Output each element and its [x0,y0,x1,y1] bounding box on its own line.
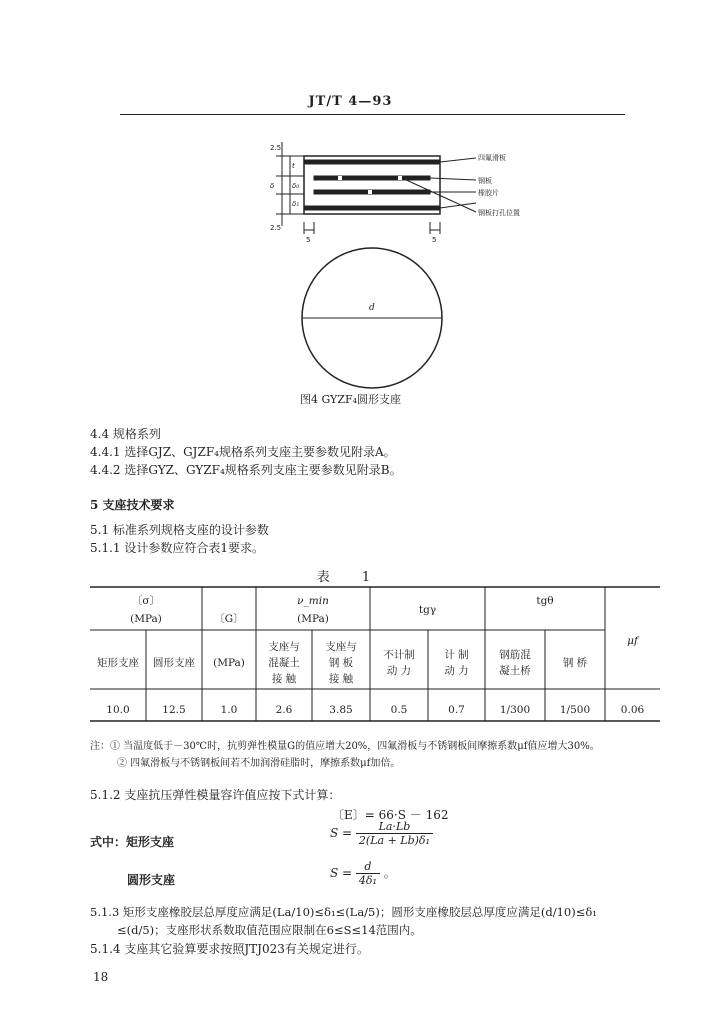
formula-rect-den: 2(La + Lb)δ₁ [358,834,430,847]
formula-round-lhs: S = [330,866,353,880]
th-nocalc-2: 动 力 [386,665,412,677]
label-delta: δ [270,182,275,190]
th-vmin: ν_min [297,595,329,607]
standard-code: JT/T 4—93 [308,94,393,109]
section-4-4: 4.4 规格系列 [90,427,161,441]
th-tg-theta: tgθ [536,595,554,607]
section-5-1-3a: 5.1.3 矩形支座橡胶层总厚度应满足(La/10)≤δ₁≤(La/5)；圆形支座橡胶层总厚度应满足(d/10)≤δ₁ [90,905,597,919]
th-round: 圆形支座 [153,657,195,669]
label-dim-bottom: 2.5 [270,224,282,232]
section-5-1-3b: ≤(d/5)；支座形状系数取值范围应限制在6≤S≤14范围内。 [117,923,422,937]
formula-round-period: 。 [383,866,396,880]
table-note-1: 注：① 当温度低于－30℃时，抗剪弹性模量G的值应增大20%，四氟滑板与不锈钢板间摩擦系数μf值应增大30%。 [90,741,600,752]
formula-round-frac [356,860,380,887]
label-dim5-right: 5 [432,236,437,244]
label-diameter: d [369,303,375,313]
label-t: t [292,162,295,170]
th-tg-gamma: tgγ [418,604,437,616]
section-5-1-2: 5.1.2 支座抗压弹性模量容许值应按下式计算： [90,788,341,802]
th-concrete-1: 支座与 [268,641,300,653]
where-round: 圆形支座 [127,873,176,887]
th-rc-1: 钢筋混 [499,649,531,661]
page-number: 18 [93,970,109,984]
table-title: 表 1 [316,570,385,585]
th-concrete-2: 混凝土 [268,657,300,669]
th-mpa-3: (MPa) [213,657,245,669]
th-steel-2: 钢 板 [328,657,354,669]
header-rule [120,114,625,115]
table-cell: 3.85 [329,704,353,716]
table-cell: 1/300 [499,704,531,716]
label-rubber: 橡胶片 [478,189,499,197]
th-rect: 矩形支座 [97,657,139,669]
formula-round-den: 4δ₁ [358,874,377,887]
where-rect: 式中：矩形支座 [90,835,175,849]
label-hole: 钢板打孔位置 [478,209,520,217]
table-cell: 12.5 [162,704,186,716]
section-5: 5 支座技术要求 [90,498,175,512]
label-dim-top: 2.5 [270,144,282,152]
section-5-1-1: 5.1.1 设计参数应符合表1要求。 [90,541,264,555]
th-nocalc-1: 不计制 [383,649,415,661]
section-5-1: 5.1 标准系列规格支座的设计参数 [90,523,269,537]
section-5-1-4: 5.1.4 支座其它验算要求按照JTJ023有关规定进行。 [90,942,369,956]
table-note-2: ② 四氟滑板与不锈钢板间若不加润滑硅脂时，摩擦系数μf加倍。 [117,758,401,769]
th-sigma: 〔σ〕 [131,595,161,607]
th-concrete-3: 接 触 [271,673,297,685]
table-cell: 0.5 [390,704,408,716]
th-calc-2: 动 力 [444,665,469,677]
table-cell: 0.7 [448,704,465,716]
section-4-4-2: 4.4.2 选择GYZ、GYZF₄规格系列支座主要参数见附录B。 [90,463,402,477]
label-plate: 四氟滑板 [478,154,506,162]
table-cell: 2.6 [275,704,293,716]
th-steel-1: 支座与 [325,641,357,653]
formula-E: 〔E〕= 66·S － 162 [332,808,449,822]
th-steel-3: 接 触 [328,673,354,685]
figure-4-diagram [240,130,560,390]
th-mpa-2: (MPa) [297,613,329,625]
figure-caption: 图4 GYZF₄圆形支座 [299,393,402,406]
formula-round-num: d [356,860,380,874]
round-plan-view [302,248,442,388]
table-cell: 0.06 [620,704,645,716]
formula-rect [330,820,433,847]
th-mu-f: μf [627,635,638,647]
table-cell: 1/500 [559,704,591,716]
formula-rect-lhs: S = [330,826,353,840]
label-steel: 钢板 [478,177,492,185]
bearing-section [276,142,476,234]
formula-round [330,860,396,887]
formula-rect-num: La·Lb [356,820,433,834]
label-delta0: δ₀ [292,182,300,190]
label-delta1: δ₁ [292,200,300,208]
label-dim5-left: 5 [306,236,311,244]
th-rc-2: 凝土桥 [499,665,531,677]
section-4-4-1: 4.4.1 选择GJZ、GJZF₄规格系列支座主要参数见附录A。 [90,445,396,459]
table-cell: 1.0 [220,704,238,716]
th-calc-1: 计 制 [444,649,469,661]
table-cell: 10.0 [106,704,130,716]
th-mpa-1: (MPa) [130,613,162,625]
th-steel-bridge: 钢 桥 [562,657,588,669]
formula-rect-frac [356,820,433,847]
th-G: 〔G〕 [214,613,244,625]
